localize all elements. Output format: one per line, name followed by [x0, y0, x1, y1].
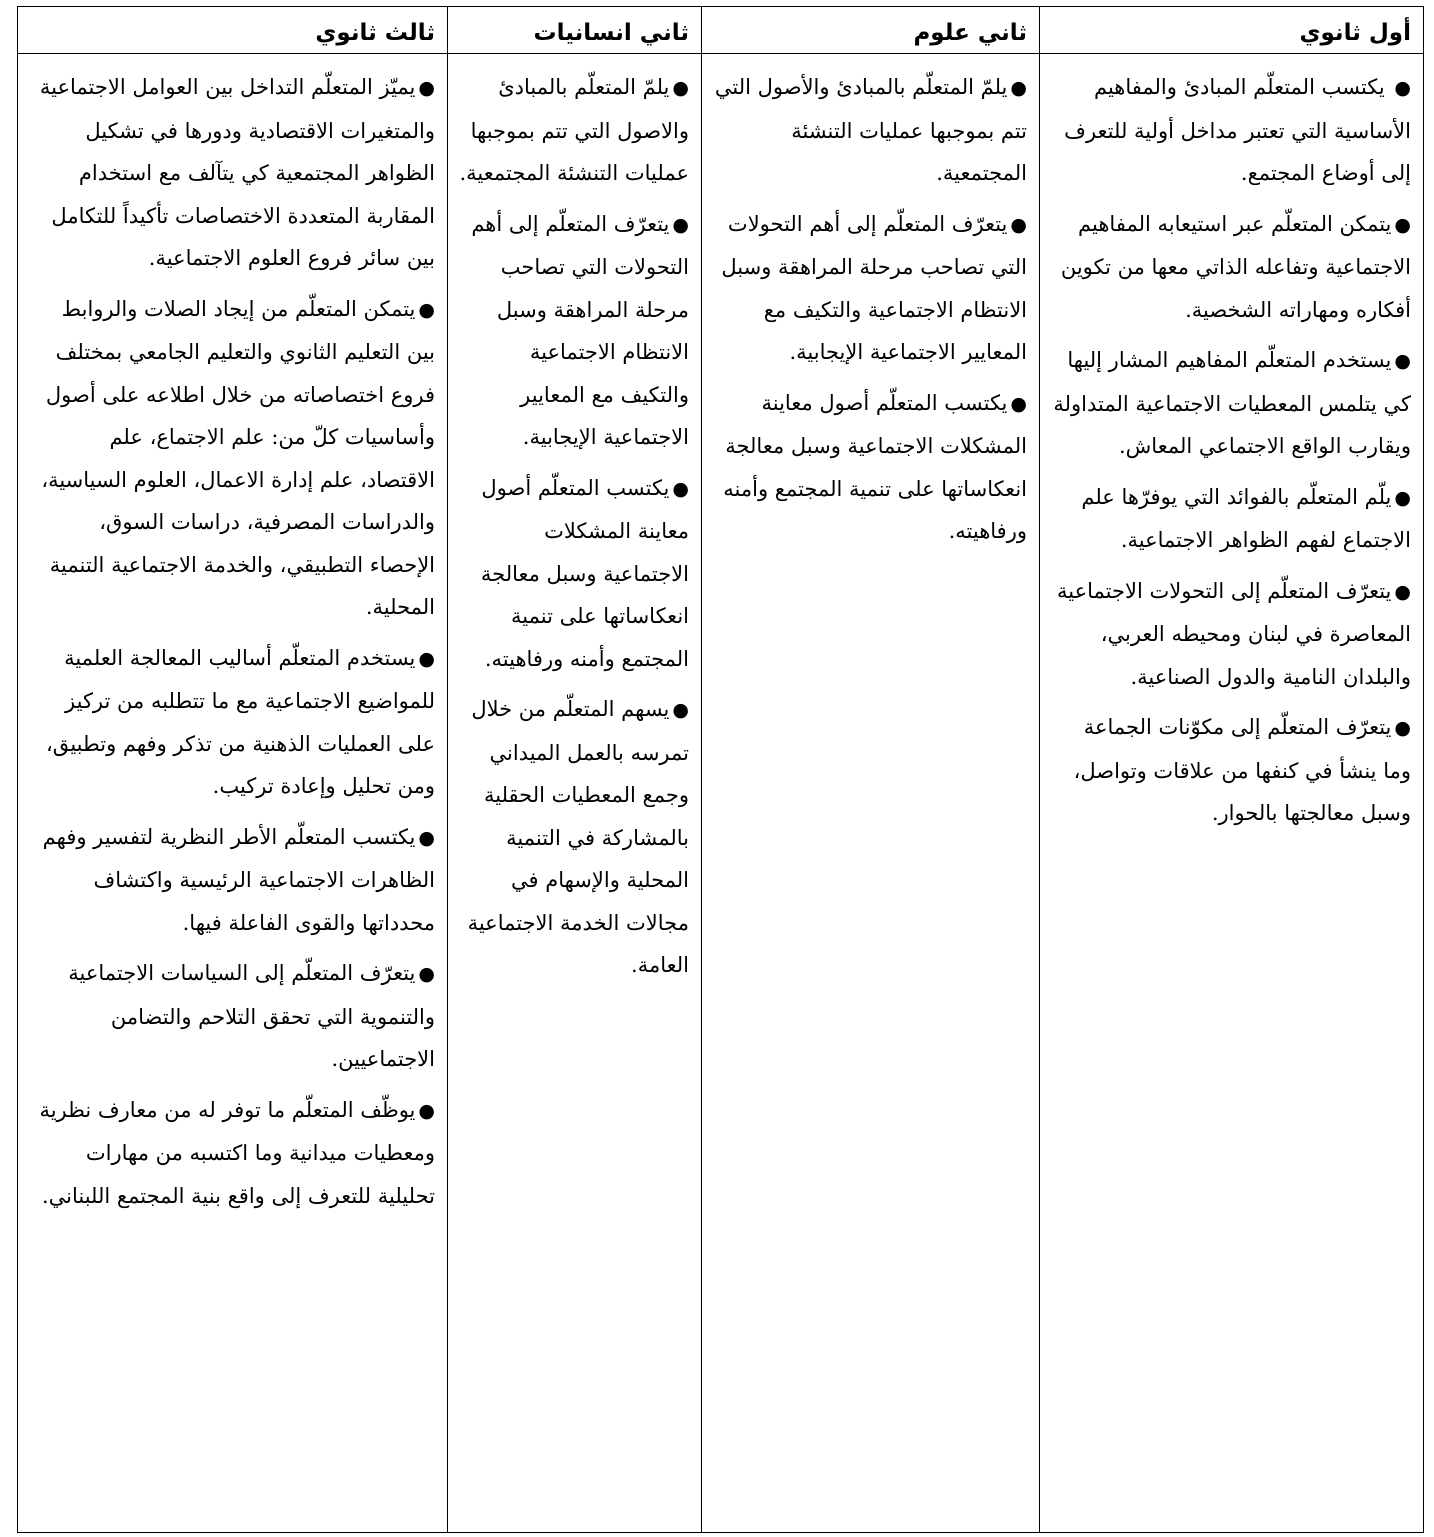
- bullet-icon: ●: [1010, 213, 1027, 236]
- objective-text: يلمّ المتعلّم بالمبادئ والأصول التي تتم بموجبها عمليات التنشئة المجتمعية.: [714, 75, 1027, 185]
- list-item: [712, 66, 1027, 195]
- bullet-icon: ●: [418, 77, 435, 99]
- list-item: [1050, 706, 1411, 835]
- bullet-icon: ●: [1394, 717, 1411, 739]
- curriculum-objectives-table: [17, 6, 1424, 1533]
- header-first-secondary: أول ثانوي: [1040, 7, 1424, 54]
- list-item: [1050, 476, 1411, 562]
- objective-text: يلّم المتعلّم بالفوائد التي يوفرّها علم الاجتماع لفهم الظواهر الاجتماعية.: [1081, 484, 1411, 552]
- objective-text: يكتسب المتعلّم المبادئ والمفاهيم الأساسية التي تعتبر مداخل أولية للتعرف إلى أوضاع المجتمع.: [1064, 75, 1411, 185]
- bullet-icon: ●: [418, 1099, 435, 1122]
- list-item: [458, 688, 689, 987]
- header-second-humanities: ثاني انسانيات: [448, 7, 702, 54]
- list-item: [1050, 570, 1411, 699]
- list-item: [28, 66, 435, 280]
- bullet-icon: ●: [1394, 77, 1411, 99]
- bullet-icon: ●: [1010, 77, 1027, 99]
- objectives-list-third-secondary: [28, 66, 435, 1217]
- objective-text: يتعرّف المتعلّم إلى مكوّنات الجماعة وما ينشأ في كنفها من علاقات وتواصل، وسبل معالجتها بالحوار.: [1073, 715, 1411, 825]
- list-item: [1050, 66, 1411, 195]
- table-header-row: [18, 7, 1424, 54]
- header-third-secondary: ثالث ثانوي: [18, 7, 448, 54]
- bullet-icon: ●: [1394, 213, 1411, 236]
- bullet-icon: ●: [1394, 350, 1411, 372]
- objective-text: يكتسب المتعلّم أصول معاينة المشكلات الاجتماعية وسبل معالجة انعكاساتها على تنمية المجتمع وأمنه ورفاهيته.: [480, 475, 689, 671]
- objectives-list-second-sciences: [712, 66, 1027, 553]
- header-second-sciences: ثاني علوم: [702, 7, 1040, 54]
- cell-second-sciences: [702, 54, 1040, 1533]
- bullet-icon: ●: [672, 477, 689, 500]
- objective-text: يكتسب المتعلّم الأطر النظرية لتفسير وفهم الظاهرات الاجتماعية الرئيسية واكتشاف محدداتها والقوى الفاعلة فيها.: [42, 824, 435, 935]
- objective-text: يميّز المتعلّم التداخل بين العوامل الاجتماعية والمتغيرات الاقتصادية ودورها في تشكيل الظواهر المجتمعية كي يتآلف مع استخدام المقاربة المتعددة الاختصاصات تأكيداً للتكامل بين سائر فروع العلوم الاجتماعية.: [39, 75, 435, 270]
- objective-text: يستخدم المتعلّم أساليب المعالجة العلمية للمواضيع الاجتماعية مع ما تتطلبه من تركيز على العمليات الذهنية من تذكر وفهم وتطبيق، ومن تحليل وإعادة تركيب.: [46, 645, 435, 798]
- list-item: [28, 288, 435, 629]
- objectives-list-second-humanities: [458, 66, 689, 987]
- cell-third-secondary: [18, 54, 448, 1533]
- list-item: [28, 952, 435, 1081]
- list-item: [28, 1089, 435, 1218]
- list-item: [28, 637, 435, 808]
- list-item: [458, 66, 689, 195]
- objective-text: يتعرّف المتعلّم إلى التحولات الاجتماعية المعاصرة في لبنان ومحيطه العربي، والبلدان النامية والدول الصناعية.: [1057, 578, 1411, 689]
- list-item: [28, 816, 435, 945]
- bullet-icon: ●: [1394, 486, 1411, 509]
- list-item: [712, 203, 1027, 374]
- bullet-icon: ●: [418, 647, 435, 670]
- objective-text: يلمّ المتعلّم بالمبادئ والاصول التي تتم بموجبها عمليات التنشئة المجتمعية.: [459, 75, 689, 185]
- list-item: [1050, 339, 1411, 468]
- objective-text: يوظّف المتعلّم ما توفر له من معارف نظرية ومعطيات ميدانية وما اكتسبه من مهارات تحليلية للتعرف إلى واقع بنية المجتمع اللبناني.: [39, 1097, 435, 1208]
- table-header: [18, 7, 1424, 54]
- bullet-icon: ●: [672, 699, 689, 721]
- table-body: [18, 54, 1424, 1533]
- bullet-icon: ●: [672, 213, 689, 236]
- list-item: [458, 467, 689, 681]
- table-row: [18, 54, 1424, 1533]
- list-item: [458, 203, 689, 459]
- list-item: [1050, 203, 1411, 332]
- objective-text: يستخدم المتعلّم المفاهيم المشار إليها كي يتلمس المعطيات الاجتماعية المتداولة ويقارب الواقع الاجتماعي المعاش.: [1053, 348, 1411, 458]
- bullet-icon: ●: [418, 298, 435, 321]
- bullet-icon: ●: [672, 77, 689, 99]
- bullet-icon: ●: [1010, 392, 1027, 415]
- objectives-list-first-secondary: [1050, 66, 1411, 835]
- bullet-icon: ●: [418, 963, 435, 985]
- objective-text: يسهم المتعلّم من خلال تمرسه بالعمل الميداني وجمع المعطيات الحقلية بالمشاركة في التنمية المحلية والإسهام في مجالات الخدمة الاجتماعية العامة.: [467, 697, 689, 977]
- objective-text: يكتسب المتعلّم أصول معاينة المشكلات الاجتماعية وسبل معالجة انعكاساتها على تنمية المجتمع وأمنه ورفاهيته.: [723, 390, 1027, 543]
- bullet-icon: ●: [418, 826, 435, 849]
- cell-second-humanities: [448, 54, 702, 1533]
- objective-text: يتمكن المتعلّم عبر استيعابه المفاهيم الاجتماعية وتفاعله الذاتي معها من تكوين أفكاره ومهاراته الشخصية.: [1060, 211, 1411, 322]
- objective-text: يتمكن المتعلّم من إيجاد الصلات والروابط بين التعليم الثانوي والتعليم الجامعي بمختلف فروع اختصاصاته من خلال اطلاعه على أصول وأساسيات كلّ من: علم الاجتماع، علم الاقتصاد، علم إدارة الاعمال، العلوم السياسية، والدراسات المصرفية، دراسات السوق، الإحصاء التطبيقي، والخدمة الاجتماعية التنمية المحلية.: [41, 296, 435, 619]
- list-item: [712, 382, 1027, 553]
- bullet-icon: ●: [1394, 580, 1411, 603]
- cell-first-secondary: [1040, 54, 1424, 1533]
- objective-text: يتعرّف المتعلّم إلى أهم التحولات التي تصاحب مرحلة المراهقة وسبل الانتظام الاجتماعية والتكيف مع المعايير الاجتماعية الإيجابية.: [471, 211, 689, 449]
- objective-text: يتعرّف المتعلّم إلى أهم التحولات التي تصاحب مرحلة المراهقة وسبل الانتظام الاجتماعية والتكيف مع المعايير الاجتماعية الإيجابية.: [721, 211, 1027, 364]
- objective-text: يتعرّف المتعلّم إلى السياسات الاجتماعية والتنموية التي تحقق التلاحم والتضامن الاجتماعيين.: [68, 961, 435, 1071]
